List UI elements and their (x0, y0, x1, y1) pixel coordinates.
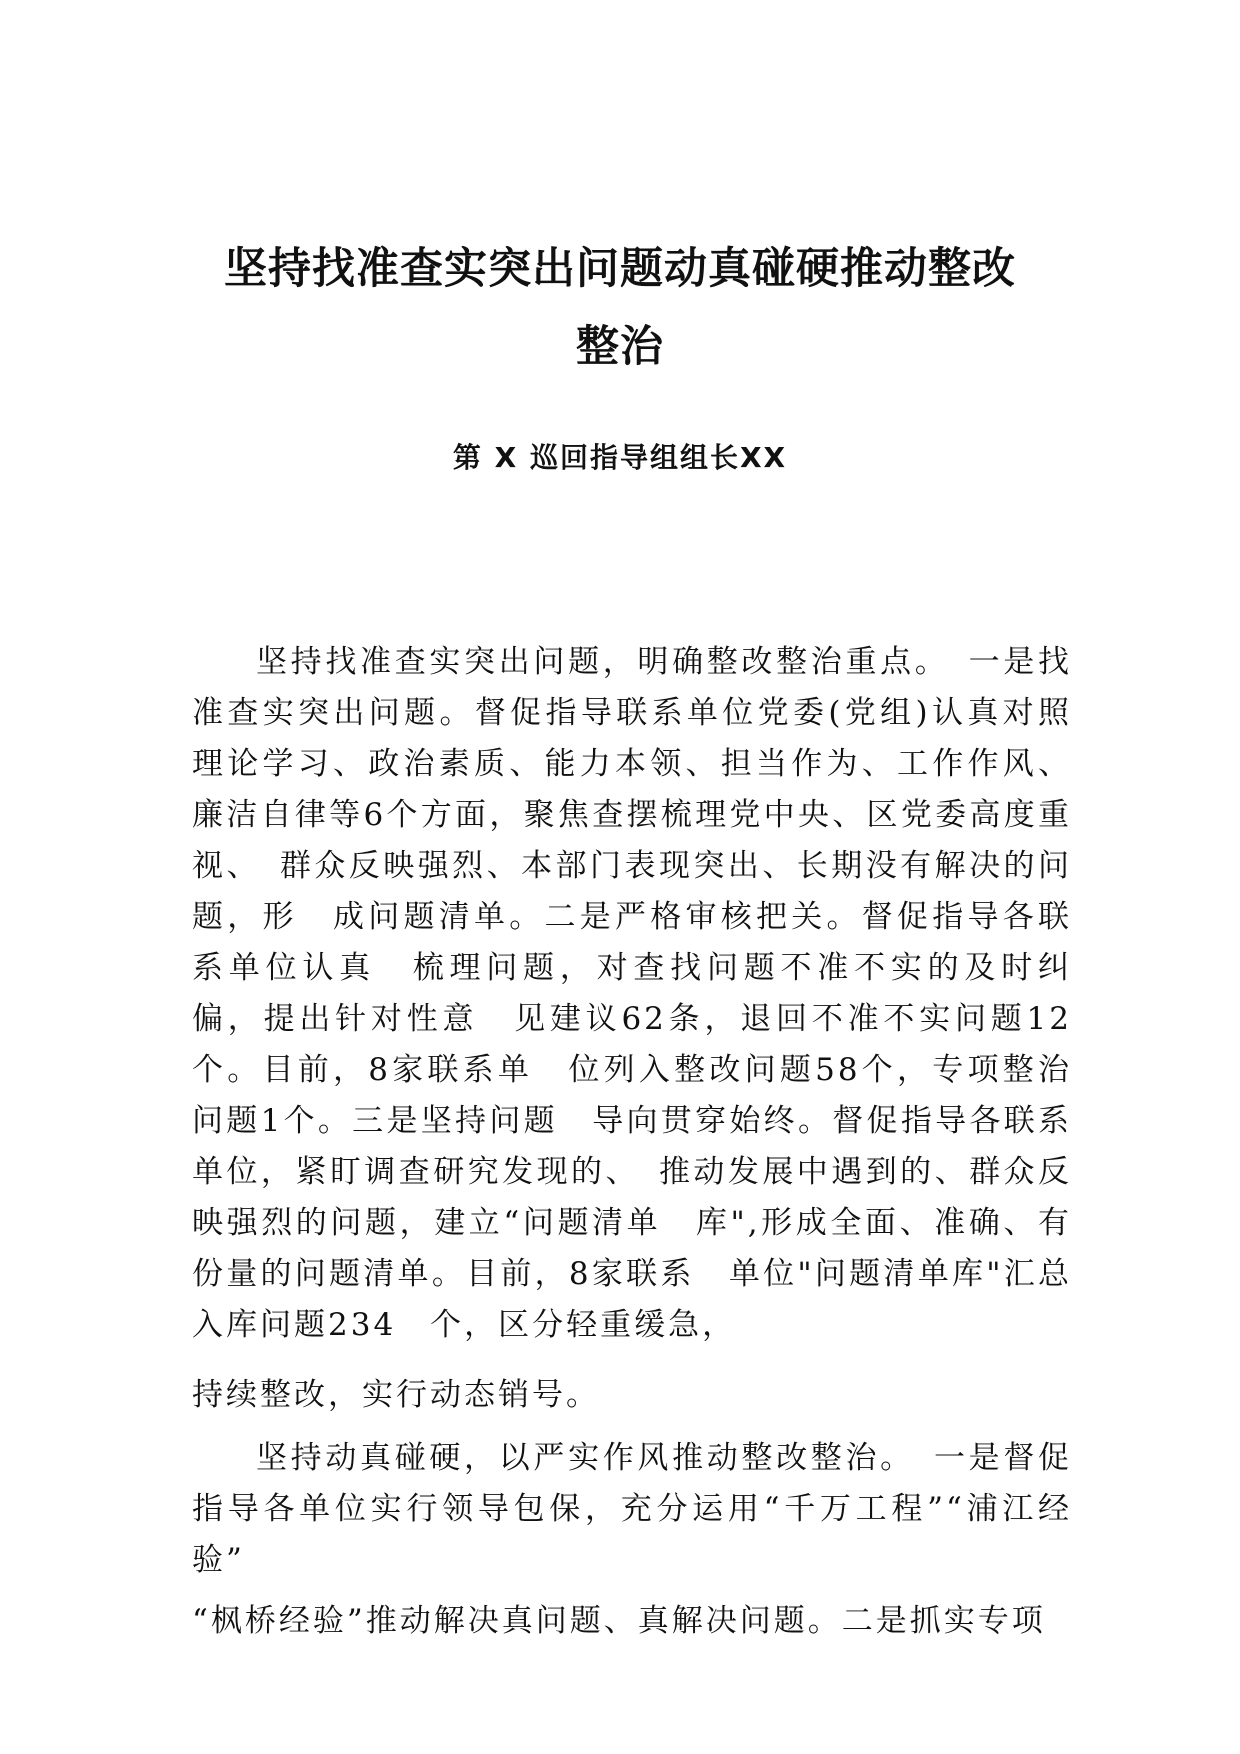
paragraph-4: “枫桥经验”推动解决真问题、真解决问题。二是抓实专项 (192, 1603, 1046, 1639)
paragraph-3: 坚持动真碰硬，以严实作风推动整改整治。 一是督促指导各单位实行领导包保，充分运用“千万工程”“浦江经验” (192, 1440, 1072, 1578)
paragraph-1: 坚持找准查实突出问题，明确整改整治重点。 一是找准查实突出问题。督促指导联系单位党委(党组)认真对照理论学习、政治素质、能力本领、担当作为、工作作风、廉洁自律等6个方面，聚焦查摆梳理党中央、区党委高度重视、 群众反映强烈、本部门表现突出、长期没有解决的问题，形 成问题清单。二是严格审核把关。督促指导各联系单位认真 梳理问题，对查找问题不准不实的及时纠偏，提出针对性意 见建议62条，退回不准不实问题12个。目前，8家联系单 位列入整改问题58个，专项整治问题1个。三是坚持问题 导向贯穿始终。督促指导各联系单位，紧盯调查研究发现的、 推动发展中遇到的、群众反映强烈的问题，建立“问题清单 库",形成全面、准确、有份量的问题清单。目前，8家联系 单位"问题清单库"汇总入库问题234 个，区分轻重缓急， (192, 644, 1072, 1343)
document-byline: 第 X 巡回指导组组长XX (452, 441, 788, 474)
document-title-line-1: 坚持找准查实突出问题动真碰硬推动整改 (224, 244, 1016, 294)
document-title-line-2: 整治 (576, 322, 664, 372)
paragraph-2: 持续整改，实行动态销号。 (192, 1377, 600, 1413)
